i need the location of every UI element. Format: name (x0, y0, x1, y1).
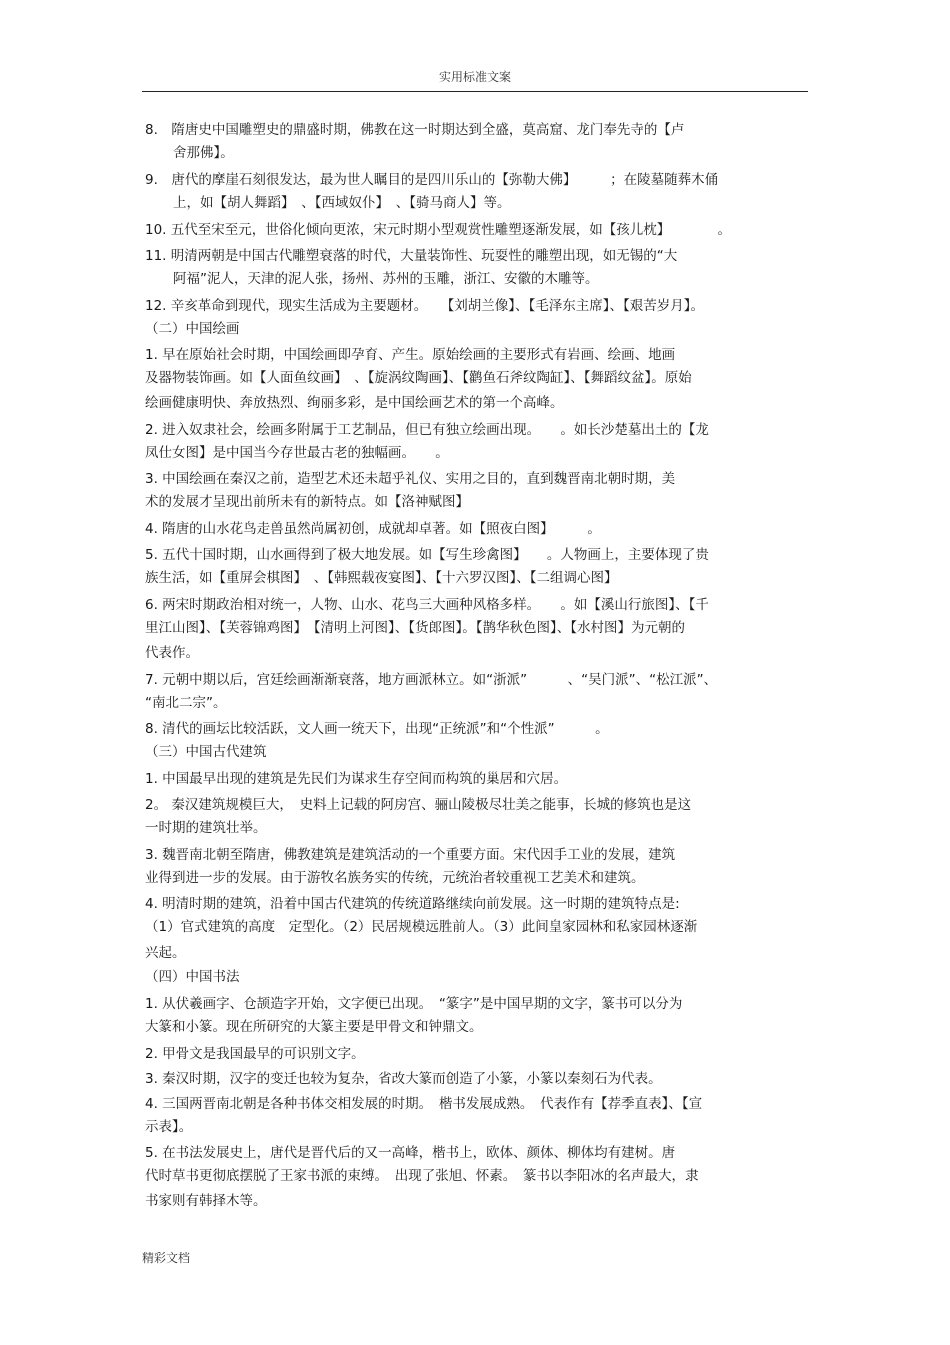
text-line: 7. 元朝中期以后，宫廷绘画渐渐衰落，地方画派林立。如“浙派” 、“吴门派”、“松江派”、 (145, 672, 718, 688)
text-line: 3. 中国绘画在秦汉之前，造型艺术还未超乎礼仪、实用之目的，直到魏晋南北朝时期，美 (145, 471, 676, 487)
text-line: 绘画健康明快、奔放热烈、绚丽多彩，是中国绘画艺术的第一个高峰。 (145, 395, 564, 411)
text-line: 一时期的建筑壮举。 (145, 820, 267, 836)
text-line: 1. 中国最早出现的建筑是先民们为谋求生存空间而构筑的巢居和穴居。 (145, 771, 568, 787)
text-line: 2. 进入奴隶社会，绘画多附属于工艺制品，但已有独立绘画出现。 。如长沙楚墓出土的【龙 (145, 422, 709, 438)
text-line: 10. 五代至宋至元，世俗化倾向更浓，宋元时期小型观赏性雕塑逐渐发展，如【孩儿枕】 。 (145, 222, 732, 238)
section-heading: （四）中国书法 (145, 969, 240, 985)
text-line: 3. 魏晋南北朝至隋唐，佛教建筑是建筑活动的一个重要方面。宋代因手工业的发展，建筑 (145, 847, 676, 863)
text-line: 书家则有韩择木等。 (145, 1193, 267, 1209)
text-line: 8. 隋唐史中国雕塑史的鼎盛时期，佛教在这一时期达到全盛，莫高窟、龙门奉先寺的【卢 (145, 122, 685, 138)
text-line: 9. 唐代的摩崖石刻很发达，最为世人瞩目的是四川乐山的【弥勒大佛】 ；在陵墓随葬木俑 (145, 172, 719, 188)
text-line: 里江山图】、【芙蓉锦鸡图】 【清明上河图】、【货郎图】。【鹊华秋色图】、【水村图】为元朝的 (145, 620, 685, 636)
text-line: 兴起。 (145, 945, 186, 961)
text-line: 11. 明清两朝是中国古代雕塑衰落的时代，大量装饰性、玩耍性的雕塑出现，如无锡的“大 (145, 248, 678, 264)
text-line: 4. 三国两晋南北朝是各种书体交相发展的时期。 楷书发展成熟。 代表作有【荐季直表】、【宣 (145, 1096, 703, 1112)
text-line: 族生活，如【重屏会棋图】 、【韩熙载夜宴图】、【十六罗汉图】、【二组调心图】 (145, 570, 618, 586)
text-line: 及器物装饰画。如【人面鱼纹画】 、【旋涡纹陶画】、【鹳鱼石斧纹陶缸】、【舞蹈纹盆】。原始 (145, 370, 692, 386)
page-header: 实用标准文案 (438, 70, 511, 84)
text-line: 4. 隋唐的山水花鸟走兽虽然尚属初创，成就却卓著。如【照夜白图】 。 (145, 521, 601, 537)
text-line: 8. 清代的画坛比较活跃，文人画一统天下，出现“正统派”和“个性派” 。 (145, 721, 609, 737)
text-line: 1. 从伏羲画字、仓颉造字开始，文字便已出现。 “篆字”是中国早期的文字，篆书可以分为 (145, 996, 683, 1012)
text-line: 5. 五代十国时期，山水画得到了极大地发展。如【写生珍禽图】 。人物画上，主要体现了贵 (145, 547, 709, 563)
text-line: 代表作。 (145, 645, 199, 661)
text-line: 代时草书更彻底摆脱了王家书派的束缚。 出现了张旭、怀素。 篆书以李阳冰的名声最大，隶 (145, 1168, 699, 1184)
header-divider (142, 91, 808, 92)
text-line: 凤仕女图】是中国当今存世最古老的独幅画。 。 (145, 445, 449, 461)
text-line: 3. 秦汉时期，汉字的变迁也较为复杂，省改大篆而创造了小篆，小篆以秦刻石为代表。 (145, 1071, 662, 1087)
text-line: 12. 辛亥革命到现代，现实生活成为主要题材。 【刘胡兰像】、【毛泽东主席】、【艰苦岁月】。 (145, 298, 705, 314)
text-line: 5. 在书法发展史上，唐代是晋代后的又一高峰，楷书上，欧体、颜体、柳体均有建树。唐 (145, 1145, 676, 1161)
text-line: 舍那佛】。 (173, 145, 234, 161)
text-line: 示表】。 (145, 1119, 193, 1135)
text-line: 6. 两宋时期政治相对统一，人物、山水、花鸟三大画种风格多样。 。如【溪山行旅图】、【千 (145, 597, 709, 613)
text-line: “南北二宗”。 (145, 695, 227, 711)
text-line: 2. 甲骨文是我国最早的可识别文字。 (145, 1046, 365, 1062)
text-line: 术的发展才呈现出前所未有的新特点。如【洛神赋图】 (145, 494, 469, 510)
text-line: 业得到进一步的发展。由于游牧名族务实的传统，元统治者较重视工艺美术和建筑。 (145, 870, 645, 886)
text-line: 2。 秦汉建筑规模巨大， 史料上记载的阿房宫、骊山陵极尽壮美之能事，长城的修筑也是这 (145, 797, 692, 813)
text-line: 4. 明清时期的建筑，沿着中国古代建筑的传统道路继续向前发展。这一时期的建筑特点是: (145, 896, 680, 912)
text-line: 大篆和小篆。现在所研究的大篆主要是甲骨文和钟鼎文。 (145, 1019, 483, 1035)
section-heading: （二）中国绘画 (145, 321, 240, 337)
text-line: 上，如【胡人舞蹈】 、【西域奴仆】 、【骑马商人】等。 (173, 195, 511, 211)
text-line: （1）官式建筑的高度 定型化。（2）民居规模远胜前人。（3）此间皇家园林和私家园林逐渐 (145, 919, 698, 935)
text-line: 阿福”泥人，天津的泥人张，扬州、苏州的玉雕，浙江、安徽的木雕等。 (173, 271, 599, 287)
text-line: 1. 早在原始社会时期，中国绘画即孕育、产生。原始绘画的主要形式有岩画、绘画、地画 (145, 347, 676, 363)
page-footer: 精彩文档 (142, 1251, 191, 1265)
section-heading: （三）中国古代建筑 (145, 744, 267, 760)
